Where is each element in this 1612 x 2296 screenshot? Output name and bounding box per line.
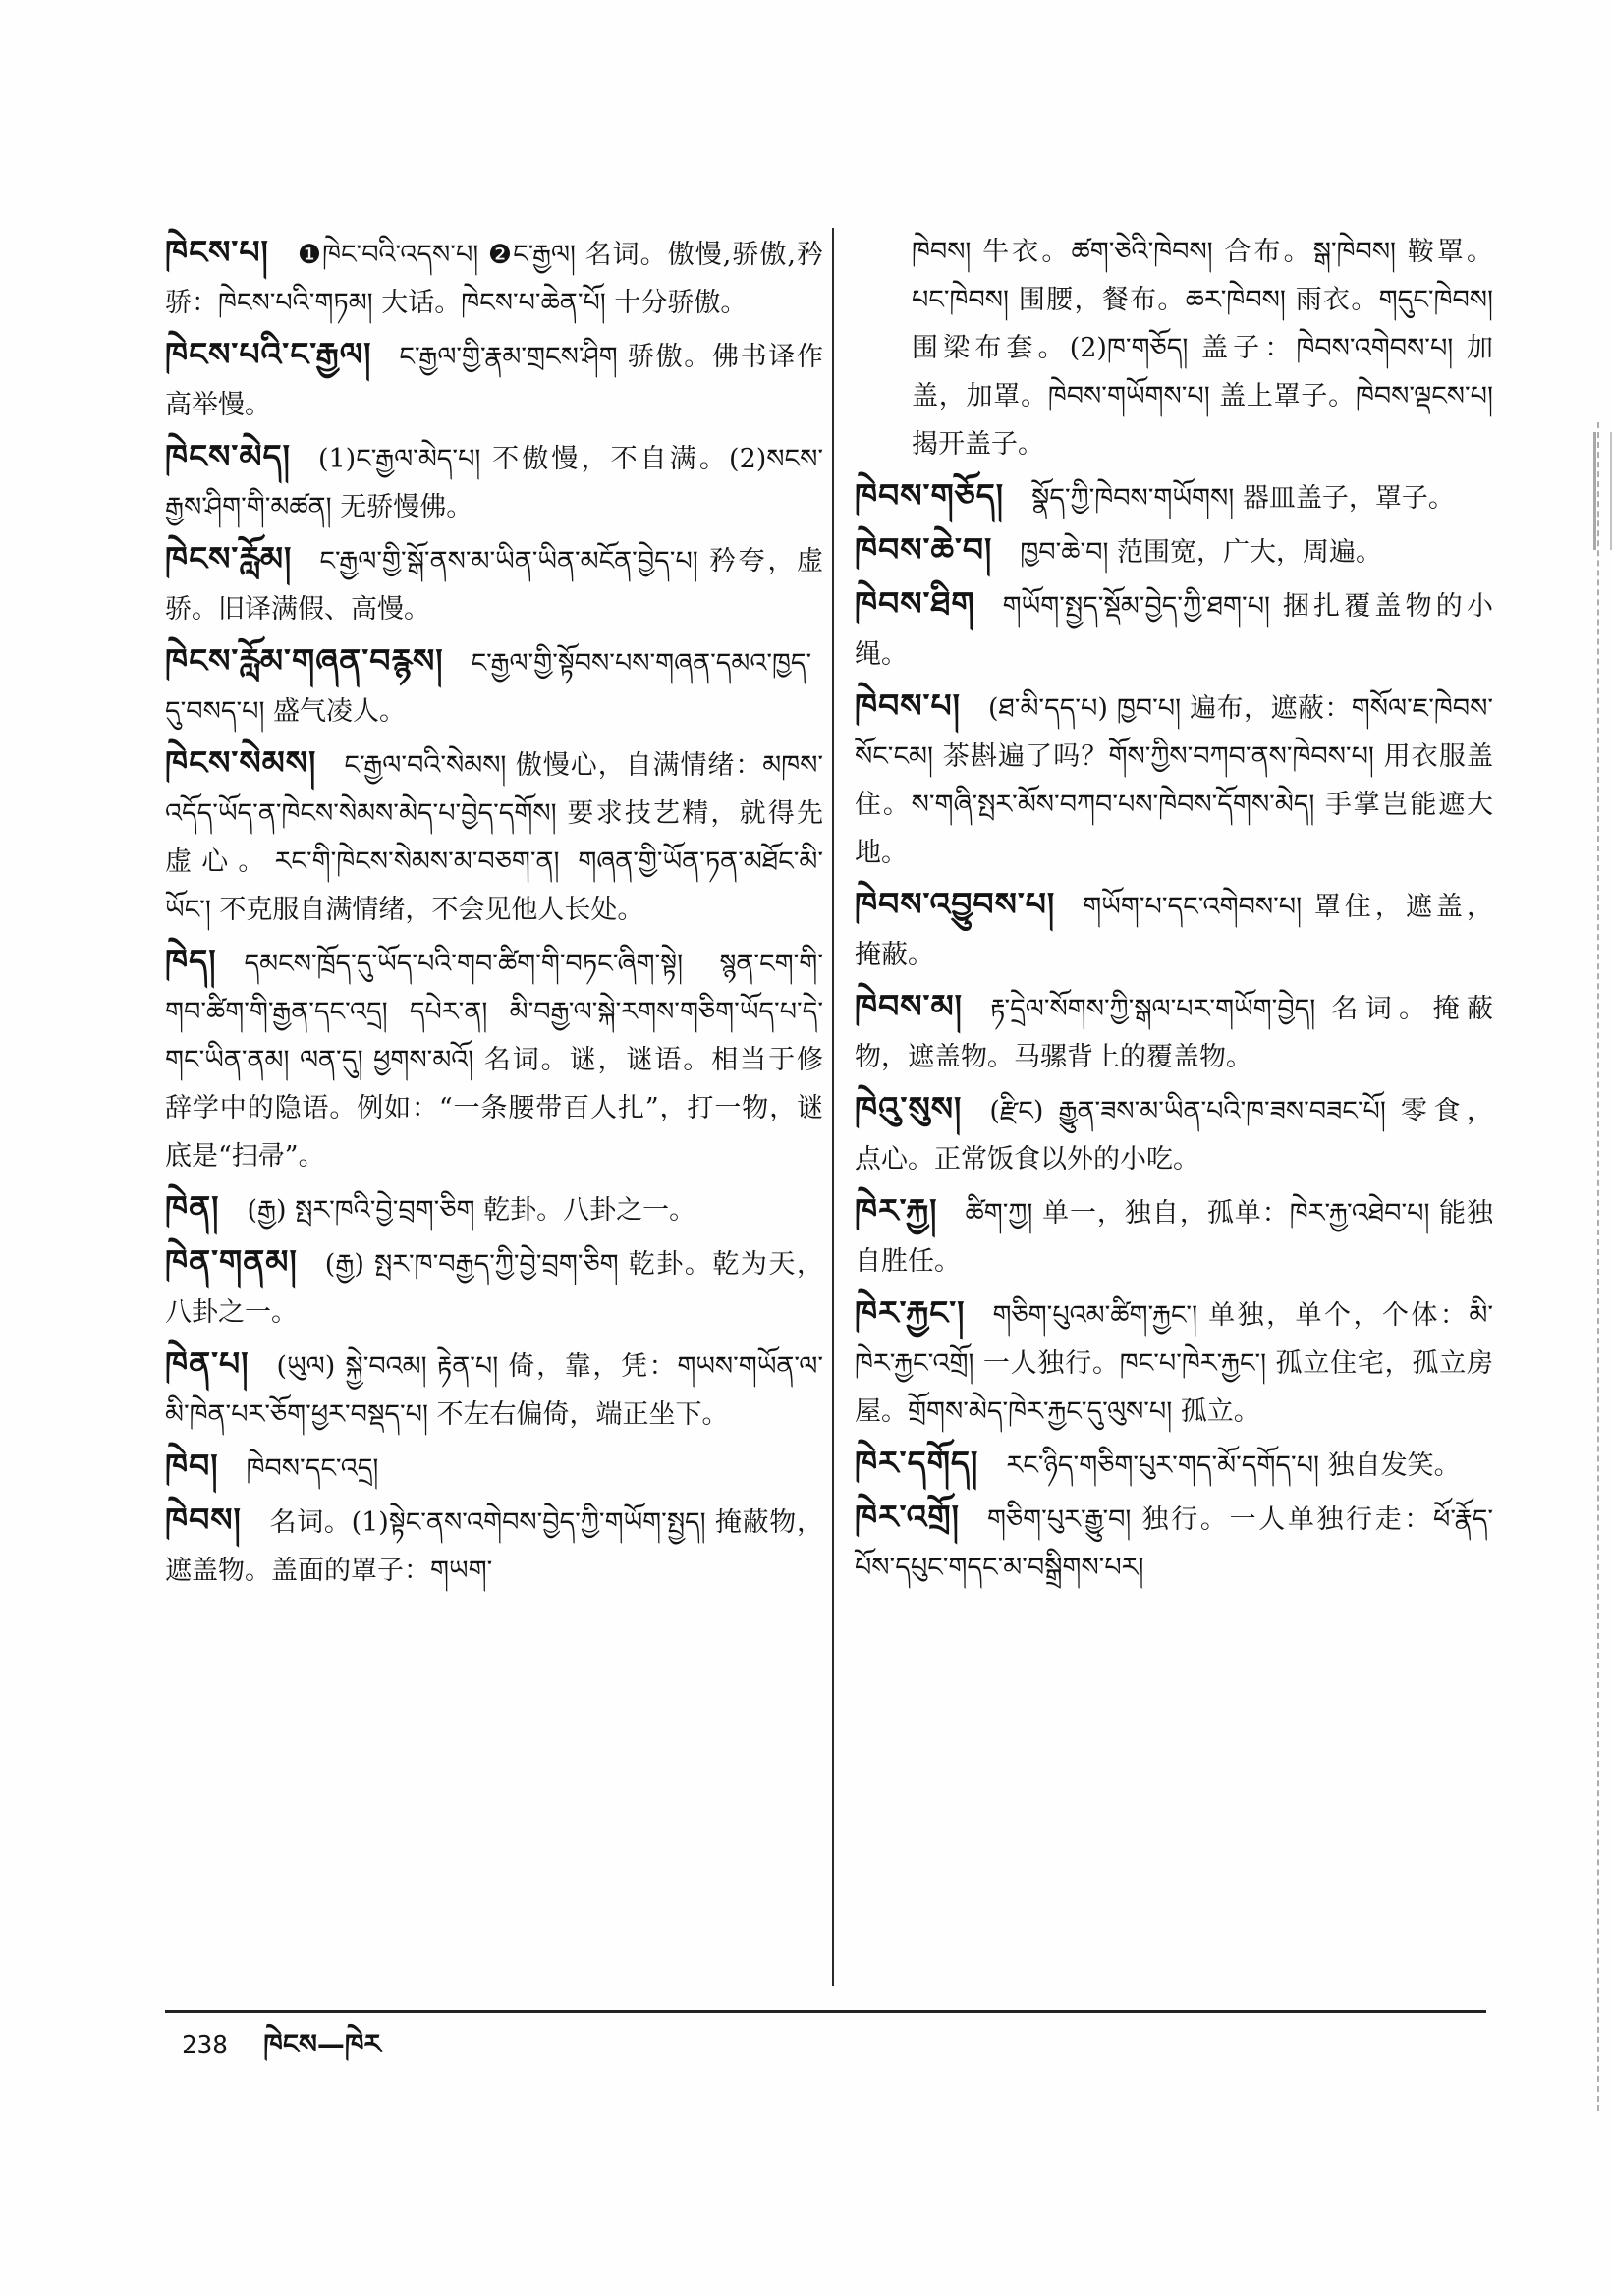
entry-definition: ཚིག་ཀྱ། 单一，独自，孤单：ཁེར་རྐྱ་འཐེབ་པ། 能独自胜任。 [855,1198,1493,1277]
dictionary-entry [855,1439,1493,1490]
entry-headword: ཁེངས་སེམས། [165,743,317,782]
column-divider [832,228,834,1986]
entry-definition: (1)ང་རྒྱལ་མེད་པ། 不傲慢，不自满。(2)སངས་རྒྱས་ཤིག་གི་མཚན། 无骄慢佛。 [165,444,823,522]
entry-headword: ཁེབ། [165,1447,219,1485]
entry-headword: ཁེར་དགོད། [855,1444,979,1482]
entry-definition: (རྒྱ) སྤར་ཁའི་བྱེ་བྲག་ཅིག 乾卦。八卦之一。 [247,1195,696,1226]
dictionary-entry-continued [855,228,1493,468]
entry-definition: (རྒྱ) སྤར་ཁ་བརྒྱད་ཀྱི་བྱེ་བྲག་ཅིག 乾卦。乾为天，八卦之一。 [165,1249,823,1328]
dictionary-entry [165,1183,823,1234]
entry-headword: ཁེབས། [165,1501,242,1539]
dictionary-entry [855,1288,1493,1436]
entry-headword: ཁེའུ་སུས། [855,1089,963,1127]
entry-definition: ང་རྒྱལ་གྱི་སྟོབས་པས་གཞན་དམའ་ཁྱད་དུ་བསད་པ། 盛气凌人。 [165,648,812,727]
entry-definition: (རྫིང) རྒྱུན་ཟས་མ་ཡིན་པའི་ཁ་ཟས་བཟང་པོ། 零食，点心。正常饭食以外的小吃。 [855,1096,1493,1175]
entry-definition: ཁེབས། 牛衣。ཚག་ཅེའི་ཁེབས། 合布。སྒ་ཁེབས། 鞍罩。པང་ཁེབས། 围腰，餐布。ཆར་ཁེབས། 雨衣。གདུང་ཁེབས། 围梁布套。(2)ཁ་གཅོད། 盖子：ཁེབས་འགེབས་པ། 加盖，加罩。ཁེབས་གཡོགས་པ། 盖上罩子。ཁེབས་ལྡངས་པ། 揭开盖子。 [912,237,1493,460]
dictionary-entry [165,738,823,934]
entry-headword: ཁེངས་རློམ་གཞན་བརྙས། [165,641,444,680]
entry-definition: ཁྱབ་ཆེ་བ། 范围宽，广大，周遍。 [1020,537,1383,568]
dictionary-entry [165,534,823,633]
dictionary-entry [165,228,823,327]
entry-headword: ཁེབས་མ། [855,987,963,1025]
entry-definition: གཅིག་པུའམ་ཚིག་རྐྱང་། 单独，单个，个体：མི་ཁེར་རྐྱང་འགྲོ། 一人独行。ཁང་པ་ཁེར་རྐྱང་། 孤立住宅，孤立房屋。གྲོགས་མེད་ཁེར་རྐྱང་དུ་ལུས་པ། 孤立。 [855,1300,1493,1427]
entry-headword: ཁེངས་པའི་ང་རྒྱལ། [165,335,372,373]
entry-definition: གཅིག་པུར་རྒྱུ་བ། 独行。一人单独行走：ཕོ་རྣོད་པོས་དཔུང་གདང་མ་བསྒྲིགས་པར། [855,1504,1493,1583]
dictionary-entry [855,982,1493,1081]
entry-definition: དམངས་ཁྲོད་དུ་ཡོད་པའི་གབ་ཚིག་གི་བཏང་ཞིག་སྟེ། སྙན་ངག་གི་གབ་ཚིག་གི་རྒྱན་དང་འདྲ། དཔེར་ན། མི་བརྒྱ་ལ་སྐེ་རགས་གཅིག་ཡོད་པ་དེ་གང་ཡིན་ནམ། ལན་དུ། ཕྱགས་མའོ། 名词。谜，谜语。相当于修辞学中的隐语。例如：“一条腰带百人扎”，打一物，谜底是“扫帚”。 [165,949,823,1172]
dictionary-entry [165,432,823,531]
dictionary-entry [855,579,1493,679]
entry-definition: ང་རྒྱལ་གྱི་སྒོ་ནས་མ་ཡིན་ཡིན་མངོན་བྱེད་པ། 矜夸，虚骄。旧译满假、高慢。 [165,546,823,625]
entry-headword: ཁེབས་ཆེ་བ། [855,530,993,569]
entry-headword: ཁེབས་འབྱུབས་པ། [855,885,1056,923]
dictionary-entry [165,636,823,736]
scan-edge-marks [1597,422,1607,2111]
dictionary-entry [855,682,1493,877]
dictionary-entry [165,937,823,1180]
entry-headword: ཁེབས་ཐིག [855,584,975,623]
entry-headword: ཁེད། [165,942,217,980]
scan-edge-tab [1593,432,1612,550]
entry-headword: ཁེན། [165,1188,220,1227]
dictionary-entry [165,330,823,429]
entry-headword: ཁེངས་པ། [165,233,269,271]
entry-definition: 名词。(1)སྟེང་ནས་འགེབས་བྱེད་ཀྱི་གཡོག་སྤྱད། 掩蔽物，遮盖物。盖面的罩子：གཡག་ [165,1507,823,1586]
dictionary-entry [165,1339,823,1439]
entry-definition: ང་རྒྱལ་བའི་སེམས། 傲慢心，自满情绪：མཁས་འདོད་ཡོད་ན་ཁེངས་སེམས་མེད་པ་བྱེད་དགོས། 要求技艺精，就得先虚心。རང་གི་ཁེངས་སེམས་མ་བཅག་ན། གཞན་གྱི་ཡོན་ཏན་མཐོང་མི་ཡོང་། 不克服自满情绪，不会见他人长处。 [165,750,823,925]
entry-definition: ཁེབས་དང་འདྲ། [246,1453,379,1484]
entry-headword: ཁེངས་རློམ། [165,539,293,577]
right-column [855,228,1493,1595]
dictionary-entry [855,1493,1493,1592]
entry-definition: རང་ཉིད་གཅིག་པུར་གད་མོ་དགོད་པ། 独自发笑。 [1006,1450,1461,1481]
entry-headword: ཁེབས་གཅོད། [855,476,1005,515]
page-footer [182,2025,381,2065]
entry-headword: ཁེན་པ། [165,1344,250,1383]
dictionary-entry [165,1442,823,1493]
footer-rule [165,2010,1486,2013]
page-number: 238 [182,2031,228,2060]
entry-definition: སྣོད་ཀྱི་ཁེབས་གཡོགས། 器皿盖子，罩子。 [1031,483,1455,514]
entry-definition: རྟ་དྲེལ་སོགས་ཀྱི་སྒལ་པར་གཡོག་བྱེད། 名词。掩蔽物，遮盖物。马骡背上的覆盖物。 [855,994,1493,1072]
left-column [165,228,823,1598]
entry-headword: ཁེར་འགྲོ། [855,1498,960,1536]
dictionary-entry [165,1237,823,1337]
entry-definition: ང་རྒྱལ་གྱི་རྣམ་གྲངས་ཤིག 骄傲。佛书译作高举慢。 [165,342,823,420]
entry-definition: གཡོག་པ་དང་འགེབས་པ། 罩住，遮盖，掩蔽。 [855,892,1493,970]
entry-definition: (ཐ་མི་དད་པ) ཁྱབ་པ། 遍布，遮蔽：གསོལ་ཇ་ཁེབས་སོང་ངམ། 茶斟遍了吗？གོས་ཀྱིས་བཀབ་ནས་ཁེབས་པ། 用衣服盖住。ས་གཞི་སྤར་མོས་བཀབ་པས་ཁེབས་དོགས་མེད། 手掌岂能遮大地。 [855,693,1493,868]
entry-headword: ཁེར་རྐྱང་། [855,1293,966,1332]
dictionary-entry [165,1496,823,1595]
entry-definition: གཡོག་སྤྱད་སྡོམ་བྱེད་ཀྱི་ཐག་པ། 捆扎覆盖物的小绳。 [855,591,1493,670]
dictionary-entry [855,1084,1493,1183]
dictionary-entry [855,1186,1493,1285]
dictionary-entry [855,471,1493,522]
entry-headword: ཁེན་གནམ། [165,1242,298,1281]
entry-headword: ཁེར་རྐྱ། [855,1191,938,1230]
entry-definition: (ཡུལ) སྐྱེ་བའམ། རྟེན་པ། 倚，靠，凭：གཡས་གཡོན་ལ་མི་ཁེན་པར་ཅོག་ཕྱར་བསྡད་པ། 不左右偏倚，端正坐下。 [165,1351,823,1430]
page-headword-range: ཁེངས—ཁེར [263,2028,381,2060]
dictionary-entry [855,525,1493,576]
entry-definition: ❶ཁེང་བའི་འདས་པ། ❷ང་རྒྱལ། 名词。傲慢,骄傲,矜骄：ཁེངས་པའི་གཏམ། 大话。ཁེངས་པ་ཆེན་པོ། 十分骄傲。 [165,240,823,318]
entry-headword: ཁེབས་པ། [855,686,961,725]
dictionary-entry [855,880,1493,979]
entry-headword: ཁེངས་མེད། [165,437,291,475]
